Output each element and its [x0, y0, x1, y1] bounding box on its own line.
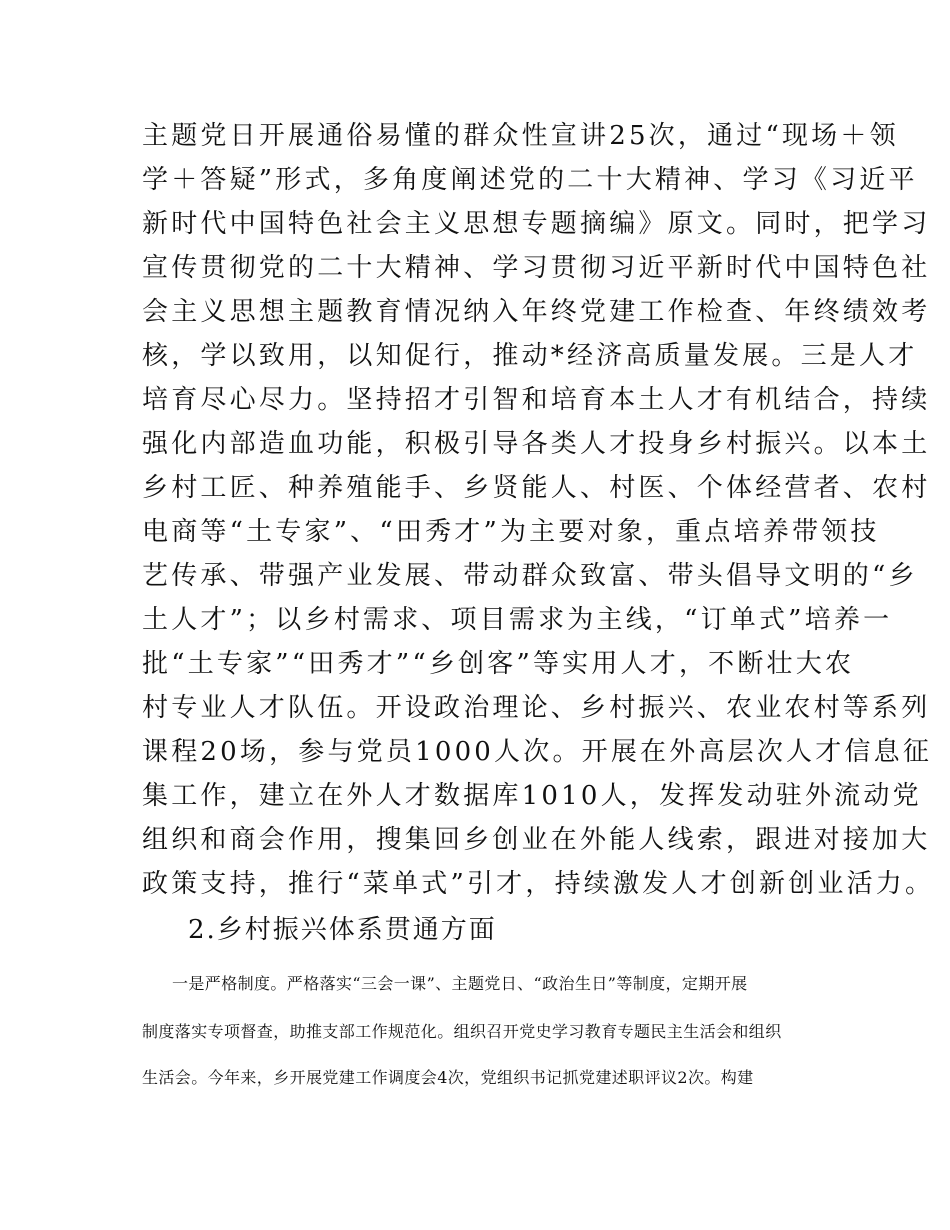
paragraph-line: 会主义思想主题教育情况纳入年终党建工作检查、年终绩效考: [142, 297, 931, 327]
sub-paragraph-line: 一是严格制度。严格落实“三会一课”、主题党日、“政治生日”等制度，定期开展: [172, 974, 748, 993]
paragraph-line: 课程20场，参与党员1000人次。开展在外高层次人才信息征: [142, 737, 933, 767]
paragraph-line: 乡村工匠、种养殖能手、乡贤能人、村医、个体经营者、农村: [142, 473, 931, 503]
paragraph-line: 艺传承、带强产业发展、带动群众致富、带头倡导文明的“乡: [142, 561, 918, 591]
paragraph-line: 批“土专家”“田秀才”“乡创客”等实用人才，不断壮大农: [142, 649, 855, 679]
paragraph-line: 强化内部造血功能，积极引导各类人才投身乡村振兴。以本土: [142, 429, 931, 459]
paragraph-line: 宣传贯彻党的二十大精神、学习贯彻习近平新时代中国特色社: [142, 253, 931, 283]
sub-paragraph-line: 制度落实专项督查，助推支部工作规范化。组织召开党史学习教育专题民主生活会和组织: [142, 1022, 782, 1041]
paragraph-line: 新时代中国特色社会主义思想专题摘编》原文。同时，把学习: [142, 209, 931, 239]
paragraph-line: 村专业人才队伍。开设政治理论、乡村振兴、农业农村等系列: [142, 693, 931, 723]
paragraph-line: 学＋答疑”形式，多角度阐述党的二十大精神、学习《习近平: [142, 165, 918, 195]
paragraph-line: 集工作，建立在外人才数据库1010人，发挥发动驻外流动党: [142, 781, 922, 811]
section-heading: 2.乡村振兴体系贯通方面: [188, 915, 497, 945]
paragraph-line: 土人才”；以乡村需求、项目需求为主线，“订单式”培养一: [142, 605, 893, 635]
paragraph-line: 电商等“土专家”、“田秀才”为主要对象，重点培养带领技: [142, 517, 880, 547]
sub-paragraph-line: 生活会。今年来，乡开展党建工作调度会4次，党组织书记抓党建述职评议2次。构建: [142, 1068, 754, 1087]
paragraph-line: 核，学以致用，以知促行，推动*经济高质量发展。三是人才: [142, 341, 918, 371]
paragraph-line: 组织和商会作用，搜集回乡创业在外能人线索，跟进对接加大: [142, 825, 931, 855]
paragraph-line: 培育尽心尽力。坚持招才引智和培育本土人才有机结合，持续: [142, 385, 931, 415]
paragraph-line: 主题党日开展通俗易懂的群众性宣讲25次，通过“现场＋领: [142, 121, 899, 151]
paragraph-line: 政策支持，推行“菜单式”引才，持续激发人才创新创业活力。: [142, 869, 935, 899]
